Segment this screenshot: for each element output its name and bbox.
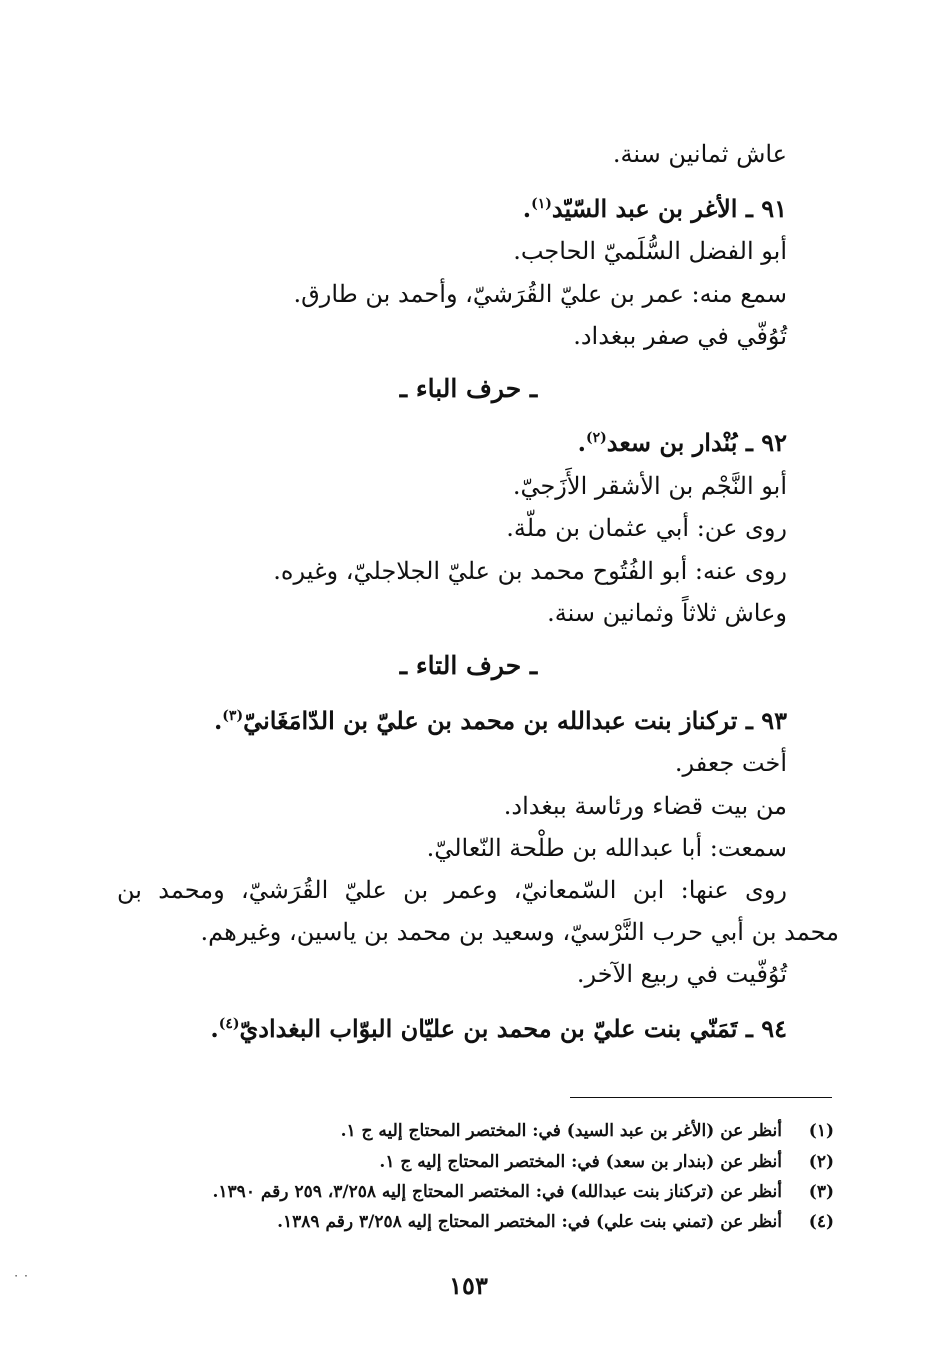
period: . xyxy=(210,1014,219,1043)
text-line: أبو النَّجْم بن الأشقر الأَزَجيّ. xyxy=(512,472,787,500)
period: . xyxy=(213,706,223,735)
footnote-marker: (٢) xyxy=(585,430,607,446)
period: . xyxy=(577,428,586,457)
footnote-marker: (١) xyxy=(531,196,552,212)
text-line: وعاش ثلاثاً وثمانين سنة. xyxy=(547,599,787,627)
footnote-number: (١) xyxy=(808,1121,834,1141)
footnote-marker: (٣) xyxy=(222,708,244,724)
footnote-number: (٢) xyxy=(808,1152,834,1172)
footnote-2 xyxy=(379,1147,834,1177)
entry-title-text: ٩١ ـ الأغر بن عبد السّيّد xyxy=(551,194,787,223)
entry-94-title xyxy=(210,1010,787,1048)
footnote-3 xyxy=(213,1177,835,1207)
entry-title-text: ٩٤ ـ تَمَنّي بنت عليّ بن محمد بن عليّان البوّاب البغداديّ xyxy=(239,1014,787,1043)
text-line: أخت جعفر. xyxy=(674,749,787,777)
text-line: روى عنها: ابن السّمعانيّ، وعمر بن عليّ القُرَشيّ، ومحمد بن xyxy=(117,876,787,904)
entry-91-title xyxy=(523,190,787,228)
entry-92-title xyxy=(578,424,787,462)
text-line: من بيت قضاء ورئاسة ببغداد. xyxy=(503,792,787,820)
footnote-divider xyxy=(570,1097,832,1098)
text-line: محمد بن أبي حرب النَّرْسيّ، وسعيد بن محمد بن ياسين، وغيرهم. xyxy=(200,918,839,946)
footnote-text: أنظر عن (تركناز بنت عبدالله) في: المختصر المحتاج إليه ٣/٢٥٨، ٢٥٩ رقم ١٣٩٠. xyxy=(212,1182,782,1202)
scan-speck: ⋅ ⋅ xyxy=(14,1269,30,1283)
footnote-number: (٤) xyxy=(808,1212,834,1232)
text-line: سمع منه: عمر بن عليّ القُرَشيّ، وأحمد بن طارق. xyxy=(293,280,787,308)
text-line: أبو الفضل السُّلَميّ الحاجب. xyxy=(513,237,787,265)
period: . xyxy=(522,194,532,223)
text-line: تُوُفّيت في ربيع الآخر. xyxy=(576,960,787,988)
footnote-text: أنظر عن (بندار بن سعد) في: المختصر المحتاج إليه ج ١. xyxy=(379,1152,782,1172)
text-line: عاش ثمانين سنة. xyxy=(612,140,787,168)
section-heading-ba: ـ حرف الباء ـ xyxy=(399,374,538,403)
section-heading-ta: ـ حرف التاء ـ xyxy=(399,651,538,680)
footnote-text: أنظر عن (الأغر بن عبد السيد) في: المختصر المحتاج إليه ج ١. xyxy=(340,1121,782,1141)
entry-title-text: ٩٢ ـ بُنْدار بن سعد xyxy=(606,428,787,457)
text-line: تُوُفّي في صفر ببغداد. xyxy=(573,322,787,350)
entry-93-title xyxy=(214,702,787,740)
footnote-marker: (٤) xyxy=(218,1016,240,1032)
text-line: سمعت: أبا عبدالله بن طلْحة النّعاليّ. xyxy=(426,834,787,862)
entry-title-text: ٩٣ ـ تركناز بنت عبدالله بن محمد بن عليّ بن الدّامَغَانيّ xyxy=(243,706,787,735)
text-line: روى عنه: أبو الفُتُوح محمد بن عليّ الجلاجليّ، وغيره. xyxy=(273,557,787,585)
footnote-text: أنظر عن (تمني بنت علي) في: المختصر المحتاج إليه ٣/٢٥٨ رقم ١٣٨٩. xyxy=(277,1212,782,1232)
footnote-number: (٣) xyxy=(808,1182,834,1202)
footnote-4 xyxy=(277,1207,834,1237)
text-line: روى عن: أبي عثمان بن ملّة. xyxy=(506,514,787,542)
page-number: ١٥٣ xyxy=(449,1271,488,1300)
footnote-1 xyxy=(341,1116,834,1146)
